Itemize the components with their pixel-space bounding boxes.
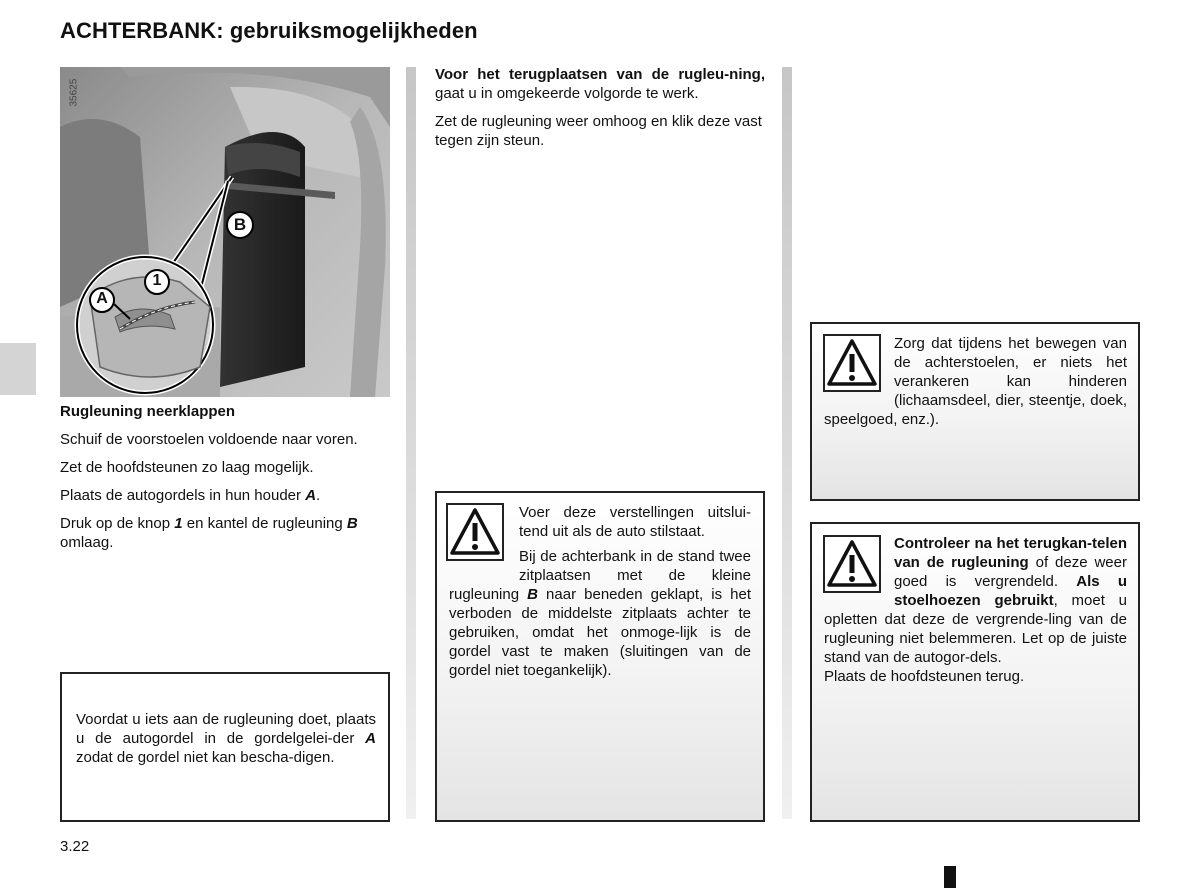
- page-edge-marker: [944, 866, 956, 888]
- return-instruction-bold: Voor het terugplaatsen van de rugleu-ning,: [435, 66, 765, 83]
- instruction-4: [60, 514, 395, 552]
- rear-seat-drawing: [60, 67, 390, 397]
- callout-b-label: B: [233, 215, 247, 234]
- callout-a-label: A: [96, 290, 108, 307]
- note-text: [76, 710, 376, 767]
- note-box: [60, 672, 390, 822]
- title-sub: gebruiksmogelijkheden: [229, 18, 478, 43]
- warning-standstill-p2-end: naar beneden geklapt, is het verboden de middelste zitplaats achter te gebruiken, omdat het onmoge-lijk is de gordel vast te maken (sluitingen van de gordel niet toegankelijk).: [449, 586, 751, 679]
- instruction-3: [60, 486, 395, 505]
- warning-text-standstill: [449, 503, 751, 680]
- chapter-tab: [0, 343, 36, 395]
- column-1-text: [60, 402, 395, 561]
- instruction-3-end: .: [316, 487, 321, 504]
- return-instruction-2: Zet de rugleuning weer omhoog en klik deze vast tegen zijn steun.: [435, 113, 762, 149]
- instruction-1: Schuif de voorstoelen voldoende naar voren.: [60, 431, 358, 448]
- warning-box-standstill: [435, 491, 765, 822]
- instruction-4-mid: en kantel de rugleuning: [182, 515, 347, 532]
- instruction-4-end: omlaag.: [60, 534, 114, 551]
- column-divider-left: [406, 67, 416, 819]
- ref-b: B: [346, 515, 358, 532]
- warning-obstruction-text: Zorg dat tijdens het bewegen van de achterstoelen, er niets het verankeren kan hinderen (lichaamsdeel, dier, steentje, doek, speelgoed, enz.).: [824, 335, 1127, 428]
- column-2-text: [435, 65, 765, 159]
- rear-seat-illustration: [60, 67, 390, 397]
- note-text-start: Voordat u iets aan de rugleuning doet, plaats u de autogordel in de gordelgelei-der: [76, 711, 376, 747]
- warning-lock-bold-1: Controleer na het terugkan-telen van de rugleuning: [894, 535, 1127, 571]
- instruction-3-text: Plaats de autogordels in hun houder: [60, 487, 306, 504]
- warning-lock-text-2: , moet u opletten dat deze de vergrende-ling van de rugleuning niet belemmeren. Let op de juiste stand van de autogor-dels.: [824, 592, 1127, 666]
- ref-1: 1: [174, 515, 183, 532]
- ref-a: A: [305, 487, 317, 504]
- warning-standstill-p2-start: Bij de achterbank in de stand twee zitplaatsen met de kleine rugleuning: [449, 548, 751, 603]
- warning-lock-text-1: of deze weer goed is vergrendeld.: [894, 554, 1127, 590]
- warning-standstill-p1: Voer deze verstellingen uitslui-tend uit als de auto stilstaat.: [519, 504, 751, 540]
- page-number: 3.22: [60, 838, 90, 855]
- page-title: [60, 18, 478, 44]
- callout-1-label: 1: [152, 272, 162, 289]
- return-instruction: [435, 65, 765, 103]
- return-instruction-rest: gaat u in omgekeerde volgorde te werk.: [435, 85, 699, 102]
- warning-box-lock-check: [810, 522, 1140, 822]
- warning-lock-check-p2: Plaats de hoofdsteunen terug.: [824, 668, 1025, 685]
- figure-ref-number: 35625: [68, 78, 80, 107]
- warning-text-lock-check: [824, 534, 1127, 686]
- warning-box-obstruction: [810, 322, 1140, 501]
- title-main: ACHTERBANK:: [60, 18, 224, 43]
- note-text-end: zodat de gordel niet kan bescha-digen.: [76, 749, 335, 766]
- note-ref-a: A: [365, 730, 376, 747]
- column-divider-right: [782, 67, 792, 819]
- instruction-2: Zet de hoofdsteunen zo laag mogelijk.: [60, 459, 314, 476]
- section-heading: Rugleuning neerklappen: [60, 403, 236, 420]
- warning-text-obstruction: [824, 334, 1127, 429]
- instruction-4-text: Druk op de knop: [60, 515, 175, 532]
- warning-ref-b: B: [527, 586, 538, 603]
- warning-lock-bold-2: Als u stoelhoezen gebruikt: [894, 573, 1127, 609]
